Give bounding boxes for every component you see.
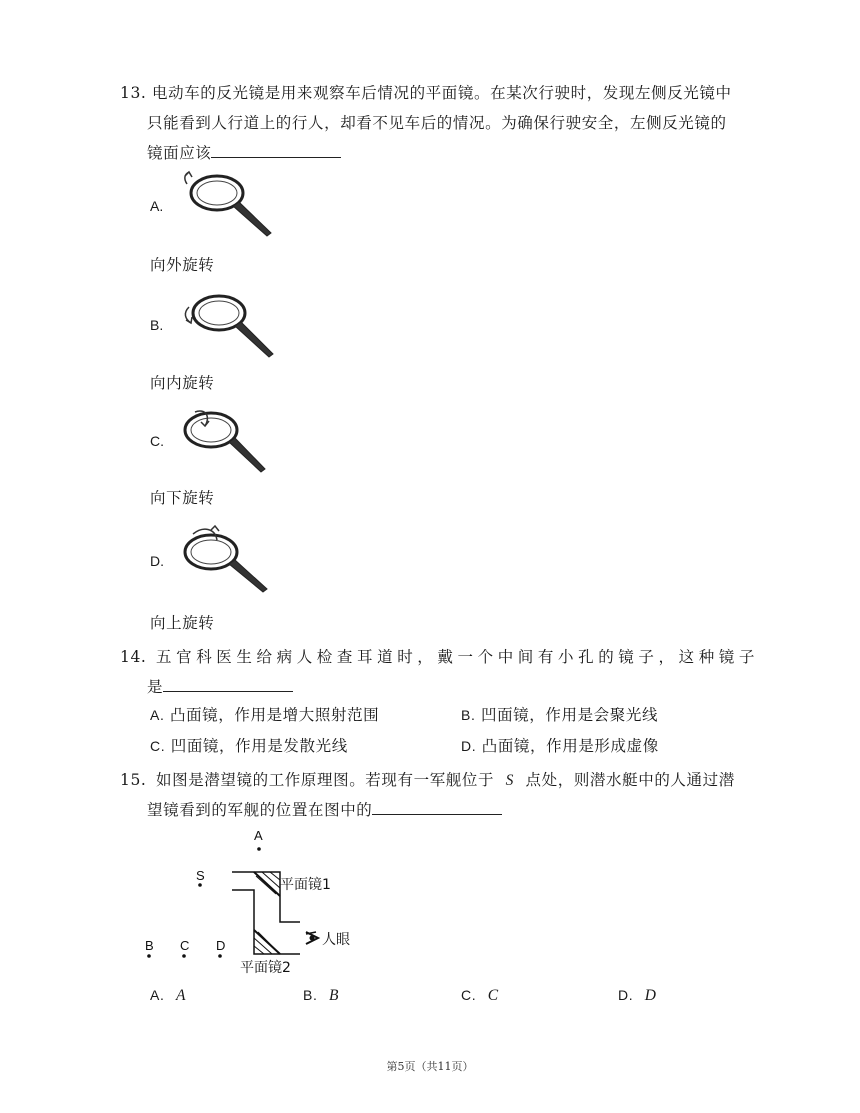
q13-line3 (147, 143, 341, 163)
q13-option-c-letter: C. (150, 433, 164, 449)
q13-option-c-text: 向下旋转 (150, 489, 215, 507)
q15-line1-b: 点处，则潜水艇中的人通过潜 (525, 771, 735, 789)
eye-label: 人眼 (322, 932, 350, 948)
q13-line2: 只能看到人行道上的行人，却看不见车后的情况。为确保行驶安全，左侧反光镜的 (147, 114, 727, 132)
q15-option-c[interactable] (461, 985, 499, 1006)
q15-option-a-letter: A. (150, 987, 165, 1003)
mirror-outward-icon (175, 168, 285, 243)
q15-line1 (156, 770, 735, 791)
mirror-upward-icon (175, 522, 285, 597)
q13-option-b-text: 向内旋转 (150, 374, 215, 392)
q13-option-a-letter: A. (150, 198, 164, 214)
q15-option-b[interactable] (303, 985, 339, 1006)
q14-option-c-letter: C. (150, 738, 166, 754)
point-c-label: C (180, 938, 190, 953)
q15-line2-text: 望镜看到的军舰的位置在图中的 (147, 801, 373, 819)
plane-mirror-2 (254, 930, 280, 954)
q15-line1-a: 如图是潜望镜的工作原理图。若现有一军舰位于 (156, 771, 495, 789)
plane-mirror-2-label: 平面镜2 (240, 960, 291, 976)
q13-line1: 电动车的反光镜是用来观察车后情况的平面镜。在某次行驶时，发现左侧反光镜中 (152, 84, 732, 102)
q15-option-a[interactable] (150, 985, 186, 1006)
q14-option-d[interactable] (461, 736, 659, 756)
q15-option-b-letter: B. (303, 987, 318, 1003)
periscope-diagram (130, 822, 370, 982)
point-d-label: D (216, 938, 226, 953)
point-s-dot (198, 883, 202, 887)
q13-option-a-text: 向外旋转 (150, 256, 215, 274)
q15-line1-s: S (505, 772, 514, 789)
q14-line2-text: 是 (147, 678, 164, 696)
point-c-dot (182, 954, 186, 958)
point-b-dot (147, 954, 151, 958)
q14-option-a[interactable] (150, 705, 379, 725)
q13-option-d-letter: D. (150, 553, 164, 569)
q13-option-b-letter: B. (150, 317, 164, 333)
plane-mirror-1 (254, 872, 280, 896)
q15-option-c-text: C (487, 987, 499, 1004)
q15-line2 (147, 800, 502, 820)
q14-option-b[interactable] (461, 705, 658, 725)
q13-number: 13. (120, 84, 147, 102)
point-d-dot (218, 954, 222, 958)
q15-option-d[interactable] (618, 985, 657, 1006)
q14-option-b-text: 凹面镜，作用是会聚光线 (480, 706, 659, 724)
q14-line2 (147, 677, 293, 697)
eye-icon (306, 932, 318, 944)
q15-answer-blank[interactable] (372, 800, 502, 815)
q15-option-d-letter: D. (618, 987, 634, 1003)
q14-answer-blank[interactable] (163, 677, 293, 692)
plane-mirror-1-label: 平面镜1 (280, 877, 331, 893)
mirror-inward-icon (175, 287, 285, 362)
q14-option-b-letter: B. (461, 707, 476, 723)
q14-option-c-text: 凹面镜，作用是发散光线 (170, 737, 348, 755)
point-a-label: A (254, 828, 263, 843)
q15-option-c-letter: C. (461, 987, 477, 1003)
q14-option-a-text: 凸面镜，作用是增大照射范围 (169, 706, 380, 724)
point-s-label: S (196, 868, 205, 883)
q14-number: 14. (120, 648, 147, 666)
q14-line1: 五官科医生给病人检查耳道时，戴一个中间有小孔的镜子，这种镜子 (156, 648, 760, 666)
q15-option-b-text: B (328, 987, 340, 1004)
q14-option-a-letter: A. (150, 707, 165, 723)
q14-option-c[interactable] (150, 736, 348, 756)
page-footer: 第5页（共11页） (386, 1060, 474, 1073)
q15-option-d-text: D (644, 987, 657, 1004)
q15-number: 15. (120, 771, 147, 789)
point-b-label: B (145, 938, 154, 953)
q15-option-a-text: A (175, 987, 187, 1004)
point-a-dot (257, 847, 261, 851)
q14-option-d-text: 凸面镜，作用是形成虚像 (481, 737, 659, 755)
q13-option-d-text: 向上旋转 (150, 614, 215, 632)
q13-line3-text: 镜面应该 (147, 144, 212, 162)
q14-option-d-letter: D. (461, 738, 477, 754)
q13-answer-blank[interactable] (211, 143, 341, 158)
mirror-downward-icon (175, 402, 285, 477)
